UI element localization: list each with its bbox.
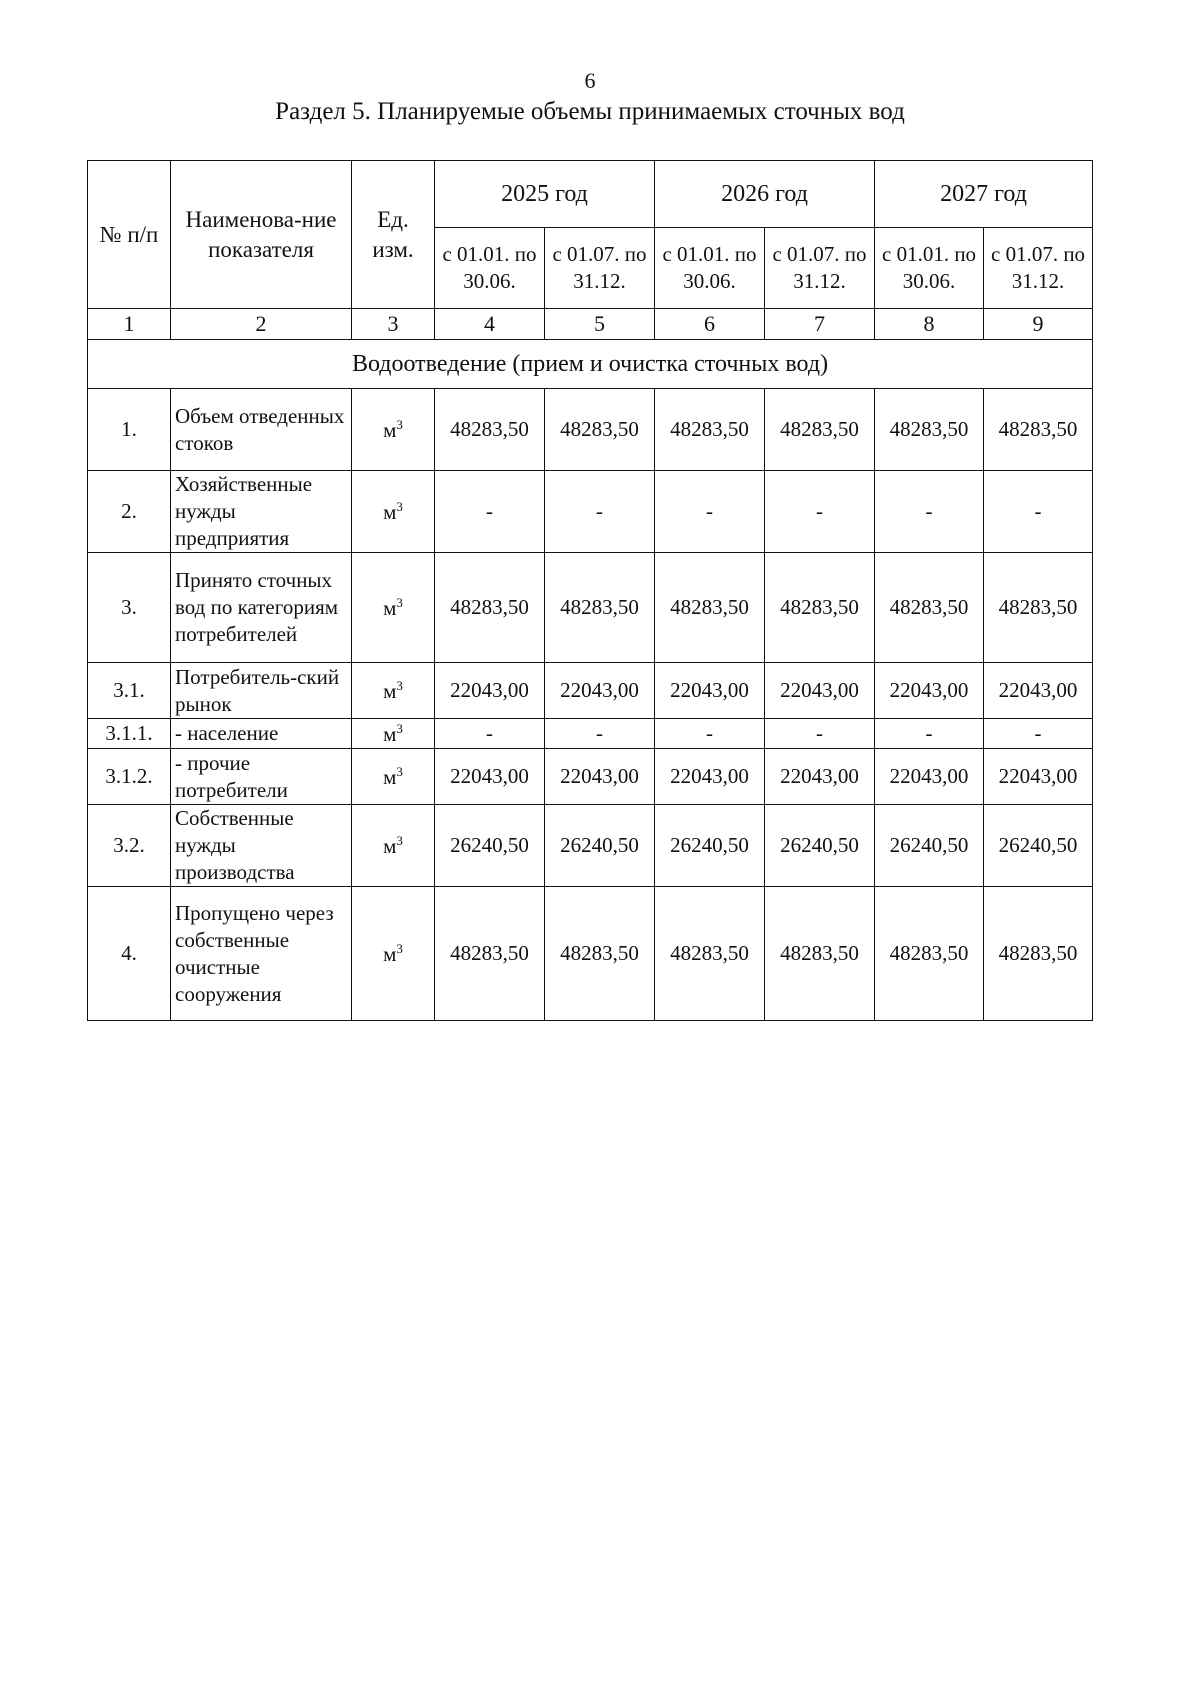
value-cell: 22043,00 (984, 749, 1093, 805)
unit-base: м (383, 678, 397, 703)
value-cell: 26240,50 (875, 805, 984, 887)
unit-exponent: 3 (396, 498, 403, 514)
value-cell: - (765, 471, 875, 553)
value-cell: 22043,00 (875, 749, 984, 805)
column-index: 5 (545, 309, 655, 340)
unit-cell (352, 805, 435, 887)
header-name: Наименова-ние показателя (171, 161, 352, 309)
value-cell: - (655, 719, 765, 749)
indicator-name: - прочие потребители (171, 749, 352, 805)
section-title: Раздел 5. Планируемые объемы принимаемых сточных вод (275, 98, 905, 125)
value-cell: 22043,00 (435, 663, 545, 719)
value-cell: - (875, 719, 984, 749)
column-index: 8 (875, 309, 984, 340)
column-index: 9 (984, 309, 1093, 340)
header-year-2027: 2027 год (875, 161, 1093, 228)
value-cell: 22043,00 (435, 749, 545, 805)
table-row (88, 805, 1093, 887)
unit-base: м (383, 417, 397, 442)
header-period: с 01.01. по 30.06. (435, 228, 545, 309)
unit-exponent: 3 (396, 940, 403, 956)
value-cell: 48283,50 (435, 389, 545, 471)
row-number: 3.1.1. (88, 719, 171, 749)
value-cell: 22043,00 (545, 663, 655, 719)
indicator-name: Пропущено через собственные очистные сооружения (171, 887, 352, 1021)
value-cell: - (435, 471, 545, 553)
value-cell: 48283,50 (655, 389, 765, 471)
value-cell: 48283,50 (655, 887, 765, 1021)
unit-cell (352, 553, 435, 663)
unit-cell (352, 887, 435, 1021)
value-cell: 48283,50 (655, 553, 765, 663)
value-cell: 22043,00 (875, 663, 984, 719)
header-period: с 01.07. по 31.12. (545, 228, 655, 309)
value-cell: 22043,00 (765, 749, 875, 805)
header-row-years (88, 161, 1093, 228)
row-number: 4. (88, 887, 171, 1021)
value-cell: 22043,00 (655, 663, 765, 719)
value-cell: 48283,50 (875, 887, 984, 1021)
column-index: 7 (765, 309, 875, 340)
unit-exponent: 3 (396, 416, 403, 432)
value-cell: 26240,50 (545, 805, 655, 887)
value-cell: 48283,50 (545, 553, 655, 663)
table-row (88, 719, 1093, 749)
value-cell: 48283,50 (545, 389, 655, 471)
unit-base: м (383, 764, 397, 789)
value-cell: 22043,00 (655, 749, 765, 805)
value-cell: 48283,50 (545, 887, 655, 1021)
value-cell: - (545, 719, 655, 749)
unit-cell (352, 663, 435, 719)
value-cell: - (435, 719, 545, 749)
unit-exponent: 3 (396, 763, 403, 779)
header-num: № п/п (88, 161, 171, 309)
unit-cell (352, 749, 435, 805)
unit-exponent: 3 (396, 720, 403, 736)
value-cell: - (655, 471, 765, 553)
wastewater-volume-table (87, 160, 1093, 1021)
indicator-name: Хозяйственные нужды предприятия (171, 471, 352, 553)
value-cell: 26240,50 (984, 805, 1093, 887)
row-number: 2. (88, 471, 171, 553)
table-row (88, 887, 1093, 1021)
value-cell: 48283,50 (435, 553, 545, 663)
column-index: 4 (435, 309, 545, 340)
indicator-name: Собственные нужды производства (171, 805, 352, 887)
header-year-2026: 2026 год (655, 161, 875, 228)
row-number: 3. (88, 553, 171, 663)
header-period: с 01.07. по 31.12. (984, 228, 1093, 309)
value-cell: - (875, 471, 984, 553)
table-row (88, 749, 1093, 805)
value-cell: 22043,00 (984, 663, 1093, 719)
value-cell: - (984, 471, 1093, 553)
value-cell: 48283,50 (765, 389, 875, 471)
value-cell: 22043,00 (545, 749, 655, 805)
value-cell: - (984, 719, 1093, 749)
value-cell: 26240,50 (655, 805, 765, 887)
table-row (88, 553, 1093, 663)
table-row (88, 663, 1093, 719)
unit-exponent: 3 (396, 594, 403, 610)
header-period: с 01.01. по 30.06. (655, 228, 765, 309)
unit-base: м (383, 941, 397, 966)
header-unit: Ед. изм. (352, 161, 435, 309)
indicator-name: Объем отведенных стоков (171, 389, 352, 471)
table-row (88, 389, 1093, 471)
value-cell: 48283,50 (984, 553, 1093, 663)
value-cell: 48283,50 (984, 389, 1093, 471)
value-cell: 26240,50 (435, 805, 545, 887)
section-row (88, 340, 1093, 389)
column-index: 6 (655, 309, 765, 340)
unit-base: м (383, 499, 397, 524)
table-row (88, 471, 1093, 553)
unit-cell (352, 389, 435, 471)
row-number: 3.2. (88, 805, 171, 887)
value-cell: - (765, 719, 875, 749)
value-cell: 26240,50 (765, 805, 875, 887)
value-cell: 48283,50 (984, 887, 1093, 1021)
column-index: 2 (171, 309, 352, 340)
unit-base: м (383, 721, 397, 746)
value-cell: 48283,50 (765, 887, 875, 1021)
unit-cell (352, 471, 435, 553)
unit-exponent: 3 (396, 677, 403, 693)
indicator-name: Потребитель-ский рынок (171, 663, 352, 719)
column-index: 1 (88, 309, 171, 340)
unit-exponent: 3 (396, 832, 403, 848)
indicator-name: - население (171, 719, 352, 749)
header-period: с 01.07. по 31.12. (765, 228, 875, 309)
header-year-2025: 2025 год (435, 161, 655, 228)
page-number: 6 (584, 68, 596, 93)
value-cell: 22043,00 (765, 663, 875, 719)
section-label: Водоотведение (прием и очистка сточных вод) (88, 340, 1093, 389)
value-cell: 48283,50 (875, 553, 984, 663)
header-period: с 01.01. по 30.06. (875, 228, 984, 309)
row-number: 3.1. (88, 663, 171, 719)
row-number: 3.1.2. (88, 749, 171, 805)
value-cell: 48283,50 (765, 553, 875, 663)
unit-base: м (383, 833, 397, 858)
unit-base: м (383, 595, 397, 620)
indicator-name: Принято сточных вод по категориям потребителей (171, 553, 352, 663)
row-number: 1. (88, 389, 171, 471)
unit-cell (352, 719, 435, 749)
value-cell: 48283,50 (435, 887, 545, 1021)
value-cell: 48283,50 (875, 389, 984, 471)
value-cell: - (545, 471, 655, 553)
column-index: 3 (352, 309, 435, 340)
header-row-index (88, 309, 1093, 340)
